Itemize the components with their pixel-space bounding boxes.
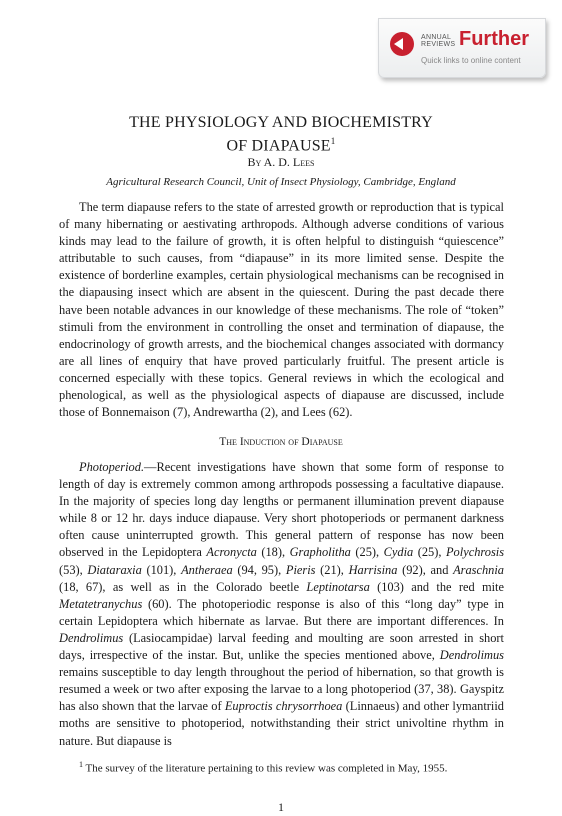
intro-paragraph: The term diapause refers to the state of arrested growth or reproduction that is typical of many hibernating or aestivating arthropods. Although adverse conditions of various kinds may lead to the failure of growth, it is often helpful to distinguish “quiescence” attributable to such causes, from “diapause” in its more limited sense. Despite the existence of borderline examples, certain physiological mechanisms can be recognised in the diapausing insect which are absent in the quiescent. During the past decade there have been notable advances in our knowledge of these mechanisms. The role of “token” stimuli from the environment in controlling the onset and termination of diapause, the endocrinology of growth arrests, and the biochemical changes associated with dormancy are all lines of enquiry that have proved particularly fruitful. The present article is concerned especially with these topics. General reviews in which the ecological and phenological, as well as the physiological aspects of diapause are discussed, include those of Bonnemaison (7), Andrewartha (2), and Lees (62). bbox=[59, 200, 504, 420]
play-arrow-icon bbox=[394, 38, 403, 50]
further-label: Further bbox=[459, 28, 529, 50]
annual-reviews-label: ANNUAL REVIEWS bbox=[421, 34, 456, 48]
section-heading: The Induction of Diapause bbox=[219, 436, 343, 448]
article-title: THE PHYSIOLOGY AND BIOCHEMISTRY OF DIAPAUSE$^1$ bbox=[129, 114, 433, 155]
photoperiod-paragraph: Photoperiod.—Recent investigations have shown that some form of response to length of day is extremely common among arthropods possessing a facultative diapause. In the majority of species long day lengths or permanent illumination prevent diapause while 8 or 12 hr. days induce diapause. Very short photoperiods or permanent darkness often cause uninterrupted growth. This general pattern of response has now been observed in the Lepidoptera Acronycta (18), Grapholitha (25), Cydia (25), Polychrosis (53), Diataraxia (101), Antheraea (94, 95), Pieris (21), Harrisina (92), and Araschnia (18, 67), as well as in the Colorado beetle Leptinotarsa (103) and the red mite Metatetranychus (60). The photoperiodic response is also of this “long day” type in certain Lepidoptera which hibernate as larvae. But there are important differences. In Dendrolimus (Lasiocampidae) larval feeding and moulting are soon arrested in short days, irrespective of the instar. But, unlike the species mentioned above, Dendrolimus remains susceptible to day length throughout the period of hibernation, so that growth is resumed a week or two after exposing the larvae to a long photoperiod (37, 38). Gayspitz has also shown that the larvae of Euproctis chrysorrhoea (Linnaeus) and other lymantriid moths are sensitive to photoperiod, notwithstanding their strict univoltine rhythm in nature. But diapause is bbox=[59, 460, 505, 748]
further-badge[interactable] bbox=[378, 18, 546, 78]
footnote: $^1$ The survey of the literature pertaining to this review was completed in May, 1955. bbox=[79, 760, 448, 775]
further-tagline: Quick links to online content bbox=[421, 56, 521, 65]
page-number: 1 bbox=[278, 800, 284, 814]
affiliation: Agricultural Research Council, Unit of Insect Physiology, Cambridge, England bbox=[106, 176, 456, 188]
author-line: By A. D. Lees bbox=[247, 155, 315, 169]
